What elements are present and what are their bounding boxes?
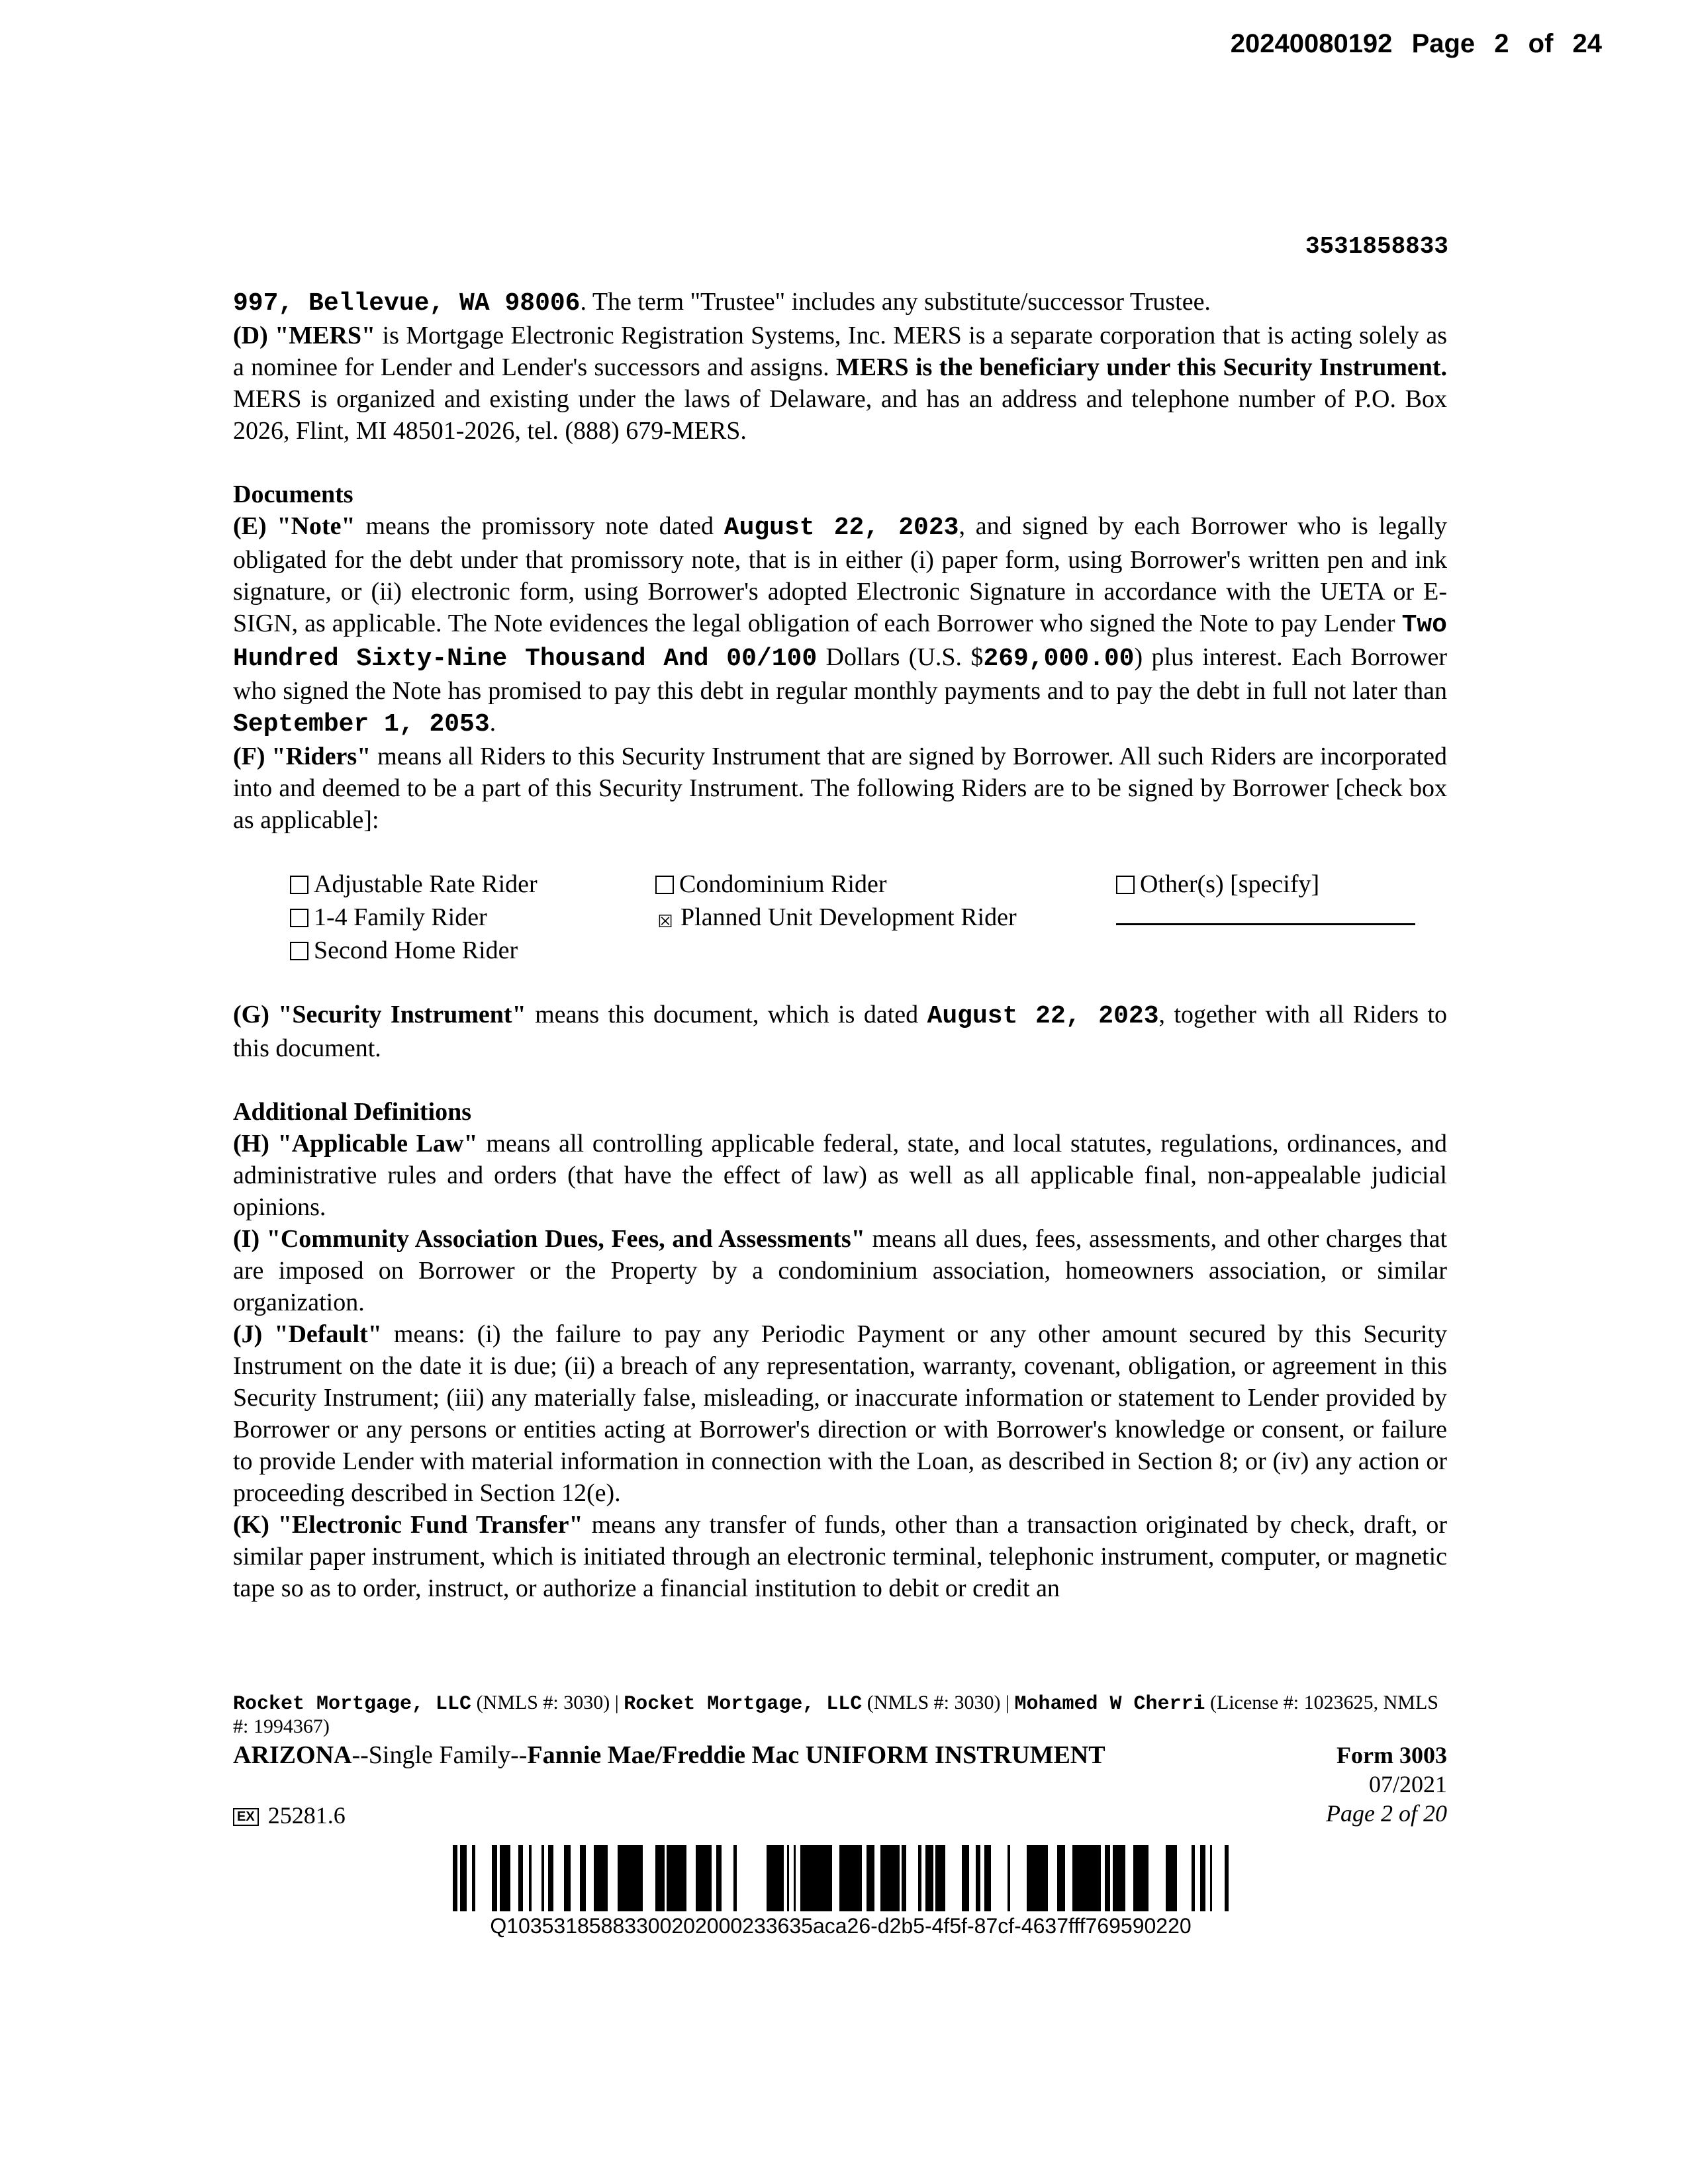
form-description: ARIZONA--Single Family--Fannie Mae/Freddie Mac UNIFORM INSTRUMENT: [233, 1741, 1105, 1769]
definition-mers: (D) "MERS" is Mortgage Electronic Registration Systems, Inc. MERS is a separate corporation that is acting solely as a nominee for Lender and Lender's successors and assigns. MERS is the beneficiary under this Security Instrument. MERS is organized and existing under the laws of Delaware, and has an address and telephone number of P.O. Box 2026, Flint, MI 48501-2026, tel. (888) 679-MERS.: [233, 322, 1448, 445]
form-identifier: Form 3003 07/2021 Page 2 of 20: [1326, 1742, 1447, 1827]
note-maturity-date: September 1, 2053: [233, 710, 490, 739]
checkbox-icon[interactable]: [1116, 876, 1135, 894]
checkbox-icon[interactable]: [290, 909, 308, 927]
barcode-text: Q10353185883300202000233635aca26-d2b5-4f5f-87cf-4637fff769590220: [490, 1914, 1192, 1938]
ex-badge-icon: EX: [233, 1808, 259, 1826]
checkbox-icon[interactable]: [290, 876, 308, 894]
ex-code: EX 25281.6: [233, 1801, 1447, 1829]
page-footer: [233, 1692, 1447, 1829]
definition-riders: (F) "Riders" means all Riders to this Security Instrument that are signed by Borrower. All such Riders are incorporated into and deemed to be a part of this Security Instrument. The following Riders are to be signed by Borrower [check box as applicable]:: [233, 743, 1447, 834]
rider-adjustable-rate[interactable]: Adjustable Rate Rider: [290, 868, 655, 901]
note-amount-words: Two Hundred Sixty-Nine Thousand And 00/100: [233, 611, 1447, 673]
trustee-line: 997, Bellevue, WA 98006. The term "Trustee" includes any substitute/successor Trustee.: [233, 288, 1211, 318]
checkbox-icon[interactable]: [655, 876, 674, 894]
rider-condominium[interactable]: Condominium Rider: [655, 868, 1116, 901]
definition-applicable-law: (H) "Applicable Law" means all controlling applicable federal, state, and local statutes, regulations, ordinances, and administrative rules and orders (that have the effect of law) as well as all applicable final, non-appealable judicial opinions.: [233, 1130, 1447, 1221]
barcode-icon: [453, 1845, 1229, 1911]
specify-blank[interactable]: [1116, 903, 1415, 925]
checkbox-icon[interactable]: [290, 942, 308, 960]
document-body: [233, 286, 1447, 1604]
checked-box-icon[interactable]: ☒: [657, 912, 673, 931]
definition-electronic-fund-transfer: (K) "Electronic Fund Transfer" means any transfer of funds, other than a transaction originated by check, draft, or similar paper instrument, which is initiated through an electronic terminal, telephonic instrument, computer, or magnetic tape so as to order, instruct, or authorize a financial institution to debit or credit an: [233, 1511, 1447, 1602]
rider-second-home[interactable]: Second Home Rider: [290, 934, 655, 967]
recording-number: 20240080192: [1230, 29, 1393, 58]
note-date: August 22, 2023: [724, 514, 959, 542]
trustee-address: 997, Bellevue, WA 98006: [233, 289, 581, 318]
definition-default: (J) "Default" means: (i) the failure to pay any Periodic Payment or any other amount secured by this Security Instrument on the date it is due; (ii) a breach of any representation, warranty, covenant, obligation, or agreement in this Security Instrument; (iii) any materially false, misleading, or inaccurate information or statement to Lender provided by Borrower or any persons or entities acting at Borrower's direction or with Borrower's knowledge or consent, or failure to provide Lender with material information in connection with the Loan, as described in Section 8; or (iv) any action or proceeding described in Section 12(e).: [233, 1320, 1447, 1507]
rider-other-specify-line[interactable]: [1116, 901, 1474, 934]
definition-note: (E) "Note" means the promissory note dated August 22, 2023, and signed by each Borrower who is legally obligated for the debt under that promissory note, that is in either (i) paper form, using Borrower's written pen and ink signature, or (ii) electronic form, using Borrower's adopted Electronic Signature in accordance with the UETA or E-SIGN, as applicable. The Note evidences the legal obligation of each Borrower who signed the Note to pay Lender Two Hundred Sixty-Nine Thousand And 00/100 Dollars (U.S. $269,000.00) plus interest. Each Borrower who signed the Note has promised to pay this debt in regular monthly payments and to pay the debt in full not later than September 1, 2053.: [233, 512, 1448, 739]
note-amount: 269,000.00: [983, 645, 1135, 673]
lender-info: Rocket Mortgage, LLC (NMLS #: 3030) | Rocket Mortgage, LLC (NMLS #: 3030) | Mohamed W Cherri (License #: 1023625, NMLS #: 1994367): [233, 1692, 1438, 1737]
rider-1-4-family[interactable]: 1-4 Family Rider: [290, 901, 655, 934]
rider-other[interactable]: Other(s) [specify]: [1116, 868, 1474, 901]
loan-number: 3531858833: [1305, 233, 1448, 260]
definition-security-instrument: (G) "Security Instrument" means this document, which is dated August 22, 2023, together with all Riders to this document.: [233, 1001, 1448, 1062]
page-label: Page 2 of 24: [1411, 29, 1602, 58]
page-header: [1231, 29, 1602, 59]
definition-community-association: (I) "Community Association Dues, Fees, and Assessments" means all dues, fees, assessments, and other charges that are imposed on Borrower or the Property by a condominium association, homeowners association, or similar organization.: [233, 1225, 1447, 1316]
rider-checklist: [290, 868, 1447, 967]
rider-planned-unit-development[interactable]: ☒ Planned Unit Development Rider: [655, 901, 1116, 934]
security-instrument-date: August 22, 2023: [927, 1002, 1159, 1030]
section-heading-documents: Documents: [233, 480, 353, 508]
section-heading-additional: Additional Definitions: [233, 1098, 472, 1126]
